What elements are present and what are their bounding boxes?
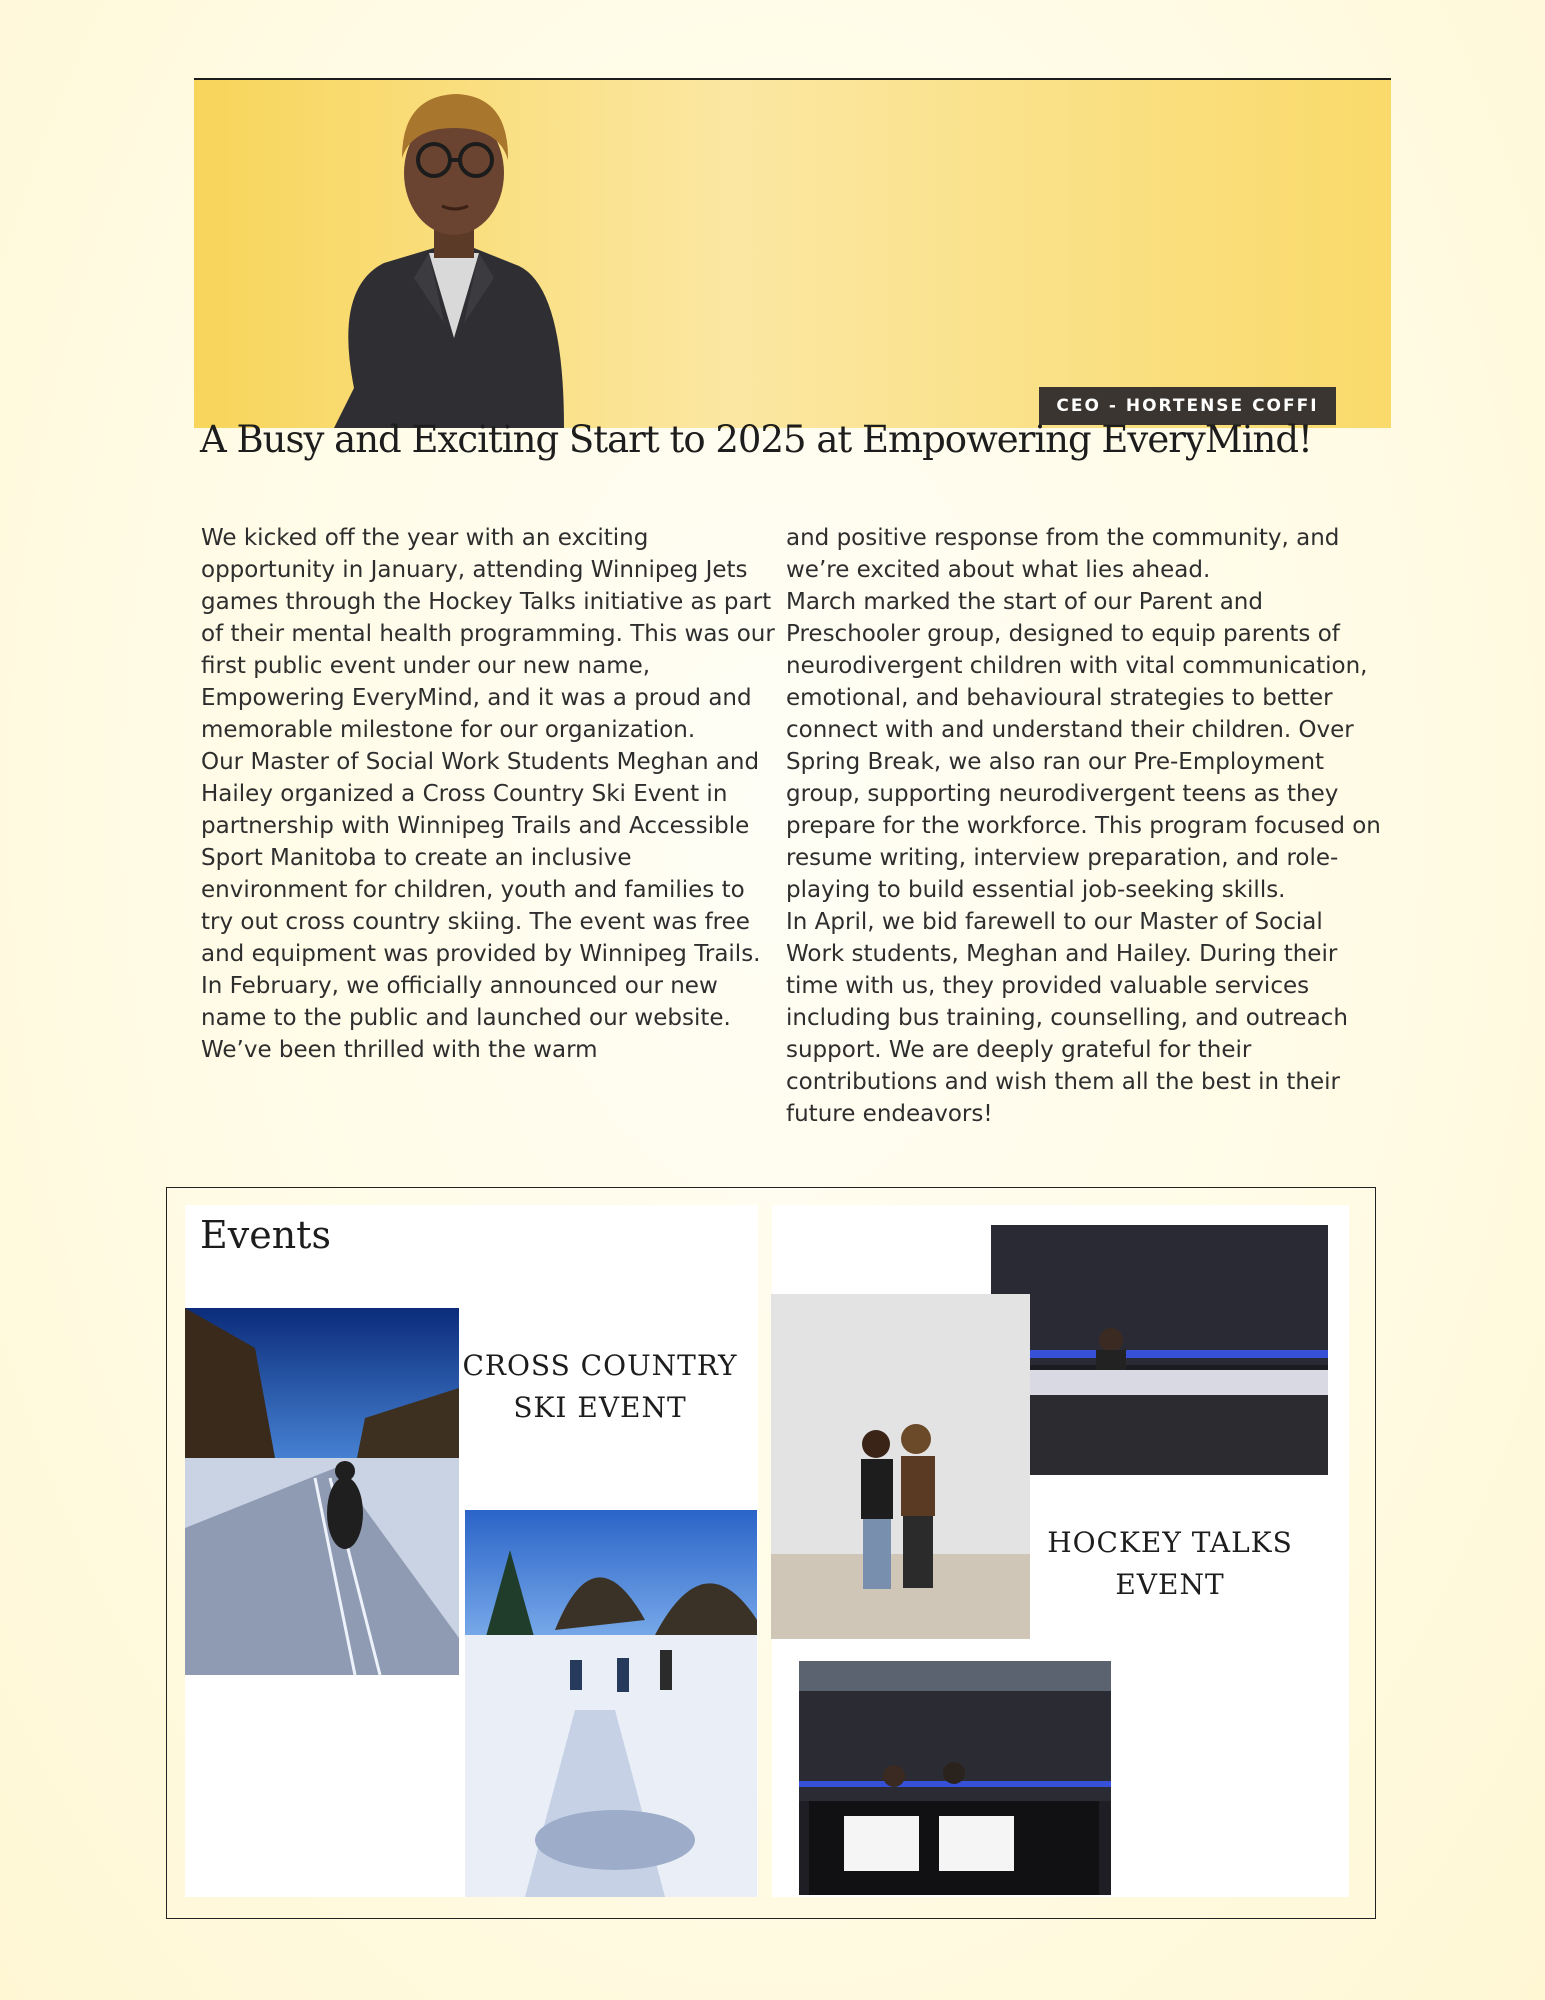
hockey-caption-line: EVENT — [1115, 1568, 1225, 1601]
ceo-name-badge: CEO - HORTENSE COFFI — [1039, 387, 1336, 425]
ceo-banner — [194, 80, 1391, 428]
hockey-caption-line: HOCKEY TALKS — [1047, 1526, 1293, 1559]
article-paragraph: and positive response from the community, and we’re excited about what lies ahead. — [786, 525, 1340, 583]
events-title: Events — [200, 1213, 331, 1257]
hockey-event-caption — [1020, 1522, 1320, 1606]
hockey-booth-photo — [991, 1225, 1328, 1475]
article-paragraph: In April, we bid farewell to our Master of Social Work students, Meghan and Hailey. During their time with us, they provided valuable services including bus training, counselling, and outreach support. We are deeply grateful for their contributions and wish them all the best in their future endeavors! — [786, 909, 1348, 1127]
article-headline: A Busy and Exciting Start to 2025 at Empowering EveryMind! — [200, 418, 1312, 461]
article-column-right — [786, 522, 1386, 1130]
article-paragraph: March marked the start of our Parent and Preschooler group, designed to equip parents of neurodivergent children with vital communication, emotional, and behavioural strategies to better connect with and understand their children. Over Spring Break, we also ran our Pre-Employment group, supporting neurodivergent teens as they prepare for the workforce. This program focused on resume writing, interview preparation, and role-playing to build essential job-seeking skills. — [786, 589, 1381, 903]
ski-group-photo — [465, 1510, 757, 1897]
article-paragraph: We kicked off the year with an exciting opportunity in January, attending Winnipeg Jets games through the Hockey Talks initiative as part of their mental health programming. This was our first public event under our new name, Empowering EveryMind, and it was a proud and memorable milestone for our organization. — [201, 525, 775, 743]
article-column-left — [201, 522, 781, 1066]
ceo-portrait — [294, 88, 594, 428]
ski-caption-line: SKI EVENT — [513, 1391, 687, 1424]
ski-trail-photo — [185, 1308, 459, 1675]
hockey-pair-photo — [771, 1294, 1030, 1639]
article-paragraph: Our Master of Social Work Students Meghan and Hailey organized a Cross Country Ski Event in partnership with Winnipeg Trails and Accessible Sport Manitoba to create an inclusive environment for children, youth and families to try out cross country skiing. The event was free and equipment was provided by Winnipeg Trails. — [201, 749, 761, 967]
hockey-table-photo — [799, 1661, 1111, 1895]
ski-event-caption — [455, 1345, 745, 1429]
ski-caption-line: CROSS COUNTRY — [462, 1349, 738, 1382]
article-paragraph: In February, we officially announced our new name to the public and launched our website. We’ve been thrilled with the warm — [201, 973, 731, 1063]
